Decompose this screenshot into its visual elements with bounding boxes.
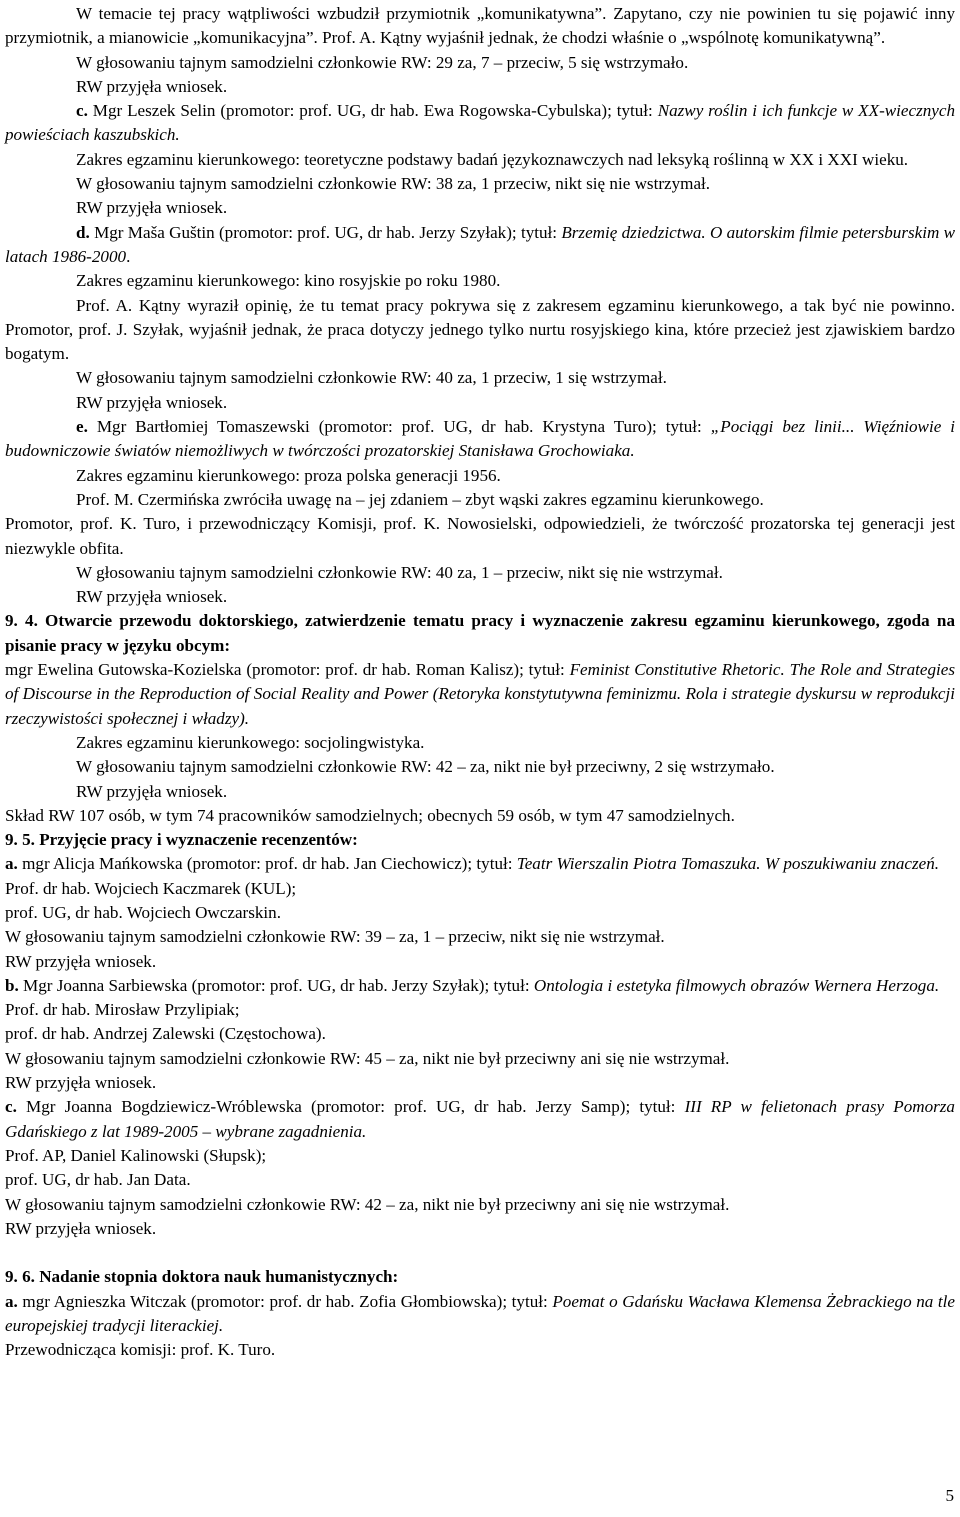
item-label: a. bbox=[5, 854, 18, 874]
resolution-line: RW przyjęła wniosek. bbox=[5, 1218, 157, 1238]
item-text: mgr Agnieszka Witczak (promotor: prof. dr hab. Zofia Głombiowska); tytuł: bbox=[17, 1291, 553, 1311]
item-9-4 bbox=[5, 658, 955, 731]
item-text: Mgr Joanna Sarbiewska (promotor: prof. UG, dr hab. Jerzy Szyłak); tytuł: bbox=[18, 975, 534, 995]
item-d bbox=[5, 221, 955, 270]
item-9-5-a bbox=[5, 852, 955, 876]
reviewer: prof. UG, dr hab. Wojciech Owczarskin. bbox=[5, 902, 281, 922]
item-text: mgr Alicja Mańkowska (promotor: prof. dr hab. Jan Ciechowicz); tytuł: bbox=[17, 854, 517, 874]
reviewer: prof. dr hab. Andrzej Zalewski (Częstochowa). bbox=[5, 1024, 326, 1044]
item-text-end: . bbox=[126, 246, 131, 266]
vote-line: W głosowaniu tajnym samodzielni członkowie RW: 29 za, 7 – przeciw, 5 się wstrzymało. bbox=[76, 52, 689, 72]
blank-line bbox=[5, 1241, 955, 1265]
item-text: Mgr Maša Guštin (promotor: prof. UG, dr hab. Jerzy Szyłak); tytuł: bbox=[89, 222, 562, 242]
item-text: mgr Ewelina Gutowska-Kozielska (promotor: prof. dr hab. Roman Kalisz); tytuł: bbox=[5, 660, 570, 680]
resolution-line: RW przyjęła wniosek. bbox=[76, 76, 228, 96]
discussion-note: Prof. M. Czermińska zwróciła uwagę na – jej zdaniem – zbyt wąski zakres egzaminu kierunkowego. bbox=[76, 489, 764, 509]
thesis-title: Teatr Wierszalin Piotra Tomaszuka. W poszukiwaniu znaczeń. bbox=[516, 854, 940, 874]
item-text: Mgr Bartłomiej Tomaszewski (promotor: prof. UG, dr hab. Krystyna Turo); tytuł: bbox=[87, 417, 711, 437]
exam-scope: Zakres egzaminu kierunkowego: socjolingwistyka. bbox=[76, 732, 425, 752]
resolution-line: RW przyjęła wniosek. bbox=[5, 951, 157, 971]
reviewer: Prof. dr hab. Mirosław Przylipiak; bbox=[5, 1000, 240, 1020]
reviewer: Prof. dr hab. Wojciech Kaczmarek (KUL); bbox=[5, 878, 297, 898]
committee-chair: Przewodnicząca komisji: prof. K. Turo. bbox=[5, 1340, 276, 1360]
item-text: Mgr Leszek Selin (promotor: prof. UG, dr hab. Ewa Rogowska-Cybulska); tytuł: bbox=[87, 101, 658, 121]
item-9-6-a bbox=[5, 1290, 955, 1339]
reviewer: prof. UG, dr hab. Jan Data. bbox=[5, 1170, 191, 1190]
paragraph-komunikatywna: W temacie tej pracy wątpliwości wzbudził przymiotnik „komunikatywna”. Zapytano, czy nie powinien tu się pojawić inny przymiotnik, a mianowicie „komunikacyjna”. Prof. A. Kątny wyjaśnił jednak, że chodzi właśnie o „wspólnotę komunikatywną”. bbox=[5, 4, 955, 48]
section-heading-9-5: 9. 5. Przyjęcie pracy i wyznaczenie recenzentów: bbox=[5, 830, 358, 850]
item-label: a. bbox=[5, 1291, 18, 1311]
item-9-5-c bbox=[5, 1095, 955, 1144]
item-label: b. bbox=[5, 975, 19, 995]
exam-scope: Zakres egzaminu kierunkowego: teoretyczne podstawy badań językoznawczych nad leksyką roślinną w XX i XXI wieku. bbox=[76, 149, 909, 169]
item-text: Mgr Joanna Bogdziewicz-Wróblewska (promotor: prof. UG, dr hab. Jerzy Samp); tytuł: bbox=[16, 1097, 685, 1117]
discussion-note: Promotor, prof. K. Turo, i przewodniczący Komisji, prof. K. Nowosielski, odpowiedzieli, że twórczość prozatorska tej generacji jest niezwykle obfita. bbox=[5, 514, 955, 558]
vote-line: W głosowaniu tajnym samodzielni członkowie RW: 40 za, 1 przeciw, 1 się wstrzymał. bbox=[76, 368, 667, 388]
item-label: c. bbox=[5, 1097, 17, 1117]
item-e bbox=[5, 415, 955, 464]
thesis-title: III RP w felietonach prasy Pomorza Gdańskiego z lat 1989-2005 – wybrane zagadnienia. bbox=[5, 1097, 955, 1141]
exam-scope: Zakres egzaminu kierunkowego: kino rosyjskie po roku 1980. bbox=[76, 271, 501, 291]
vote-line: W głosowaniu tajnym samodzielni członkowie RW: 42 – za, nikt nie był przeciwny, 2 się wstrzymało. bbox=[76, 757, 775, 777]
item-c bbox=[5, 99, 955, 148]
section-heading-9-6: 9. 6. Nadanie stopnia doktora nauk humanistycznych: bbox=[5, 1267, 399, 1287]
page-number: 5 bbox=[945, 1486, 954, 1505]
council-composition: Skład RW 107 osób, w tym 74 pracowników samodzielnych; obecnych 59 osób, w tym 47 samodzielnych. bbox=[5, 805, 735, 825]
item-label: d. bbox=[76, 222, 90, 242]
vote-line: W głosowaniu tajnym samodzielni członkowie RW: 38 za, 1 przeciw, nikt się nie wstrzymał. bbox=[76, 174, 711, 194]
discussion-note: Prof. A. Kątny wyraził opinię, że tu temat pracy pokrywa się z zakresem egzaminu kierunkowego, a tak być nie powinno. Promotor, prof. J. Szyłak, wyjaśnił jednak, że praca dotyczy jednego tylko nurtu rosyjskiego kina, które przecież jest zjawiskiem bardzo bogatym. bbox=[5, 295, 955, 364]
item-label: e. bbox=[76, 417, 88, 437]
vote-line: W głosowaniu tajnym samodzielni członkowie RW: 45 – za, nikt nie był przeciwny ani się nie wstrzymał. bbox=[5, 1048, 730, 1068]
thesis-title: Nazwy roślin i ich funkcje w XX-wiecznych powieściach kaszubskich. bbox=[5, 101, 956, 145]
vote-line: W głosowaniu tajnym samodzielni członkowie RW: 39 – za, 1 – przeciw, nikt się nie wstrzymał. bbox=[5, 927, 665, 947]
thesis-title: Brzemię dziedzictwa. O autorskim filmie petersburskim w latach 1986-2000 bbox=[5, 222, 955, 266]
resolution-line: RW przyjęła wniosek. bbox=[76, 198, 228, 218]
item-9-5-b bbox=[5, 974, 955, 998]
document-page bbox=[5, 2, 955, 1363]
vote-line: W głosowaniu tajnym samodzielni członkowie RW: 40 za, 1 – przeciw, nikt się nie wstrzymał. bbox=[76, 562, 723, 582]
thesis-title: Ontologia i estetyka filmowych obrazów Wernera Herzoga. bbox=[533, 975, 940, 995]
reviewer: Prof. AP, Daniel Kalinowski (Słupsk); bbox=[5, 1145, 267, 1165]
thesis-title: Feminist Constitutive Rhetoric. The Role and Strategies of Discourse in the Reproduction of Social Reality and Power (Retoryka konstytutywna feminizmu. Rola i strategie dyskursu w reprodukcji rzeczywistości społecznej i władzy). bbox=[5, 660, 955, 728]
exam-scope: Zakres egzaminu kierunkowego: proza polska generacji 1956. bbox=[76, 465, 501, 485]
vote-line: W głosowaniu tajnym samodzielni członkowie RW: 42 – za, nikt nie był przeciwny ani się nie wstrzymał. bbox=[5, 1194, 730, 1214]
resolution-line: RW przyjęła wniosek. bbox=[76, 781, 228, 801]
resolution-line: RW przyjęła wniosek. bbox=[76, 392, 228, 412]
section-heading-9-4: 9. 4. Otwarcie przewodu doktorskiego, zatwierdzenie tematu pracy i wyznaczenie zakresu egzaminu kierunkowego, zgoda na pisanie pracy w języku obcym: bbox=[5, 611, 955, 655]
thesis-title: „Pociągi bez linii... Więźniowie i budowniczowie światów niemożliwych w twórczości prozatorskiej Stanisława Grochowiaka. bbox=[5, 417, 955, 461]
thesis-title: Poemat o Gdańsku Wacława Klemensa Żebrackiego na tle europejskiej tradycji literackiej. bbox=[5, 1291, 955, 1336]
resolution-line: RW przyjęła wniosek. bbox=[76, 587, 228, 607]
item-label: c. bbox=[76, 101, 88, 121]
resolution-line: RW przyjęła wniosek. bbox=[5, 1073, 157, 1093]
